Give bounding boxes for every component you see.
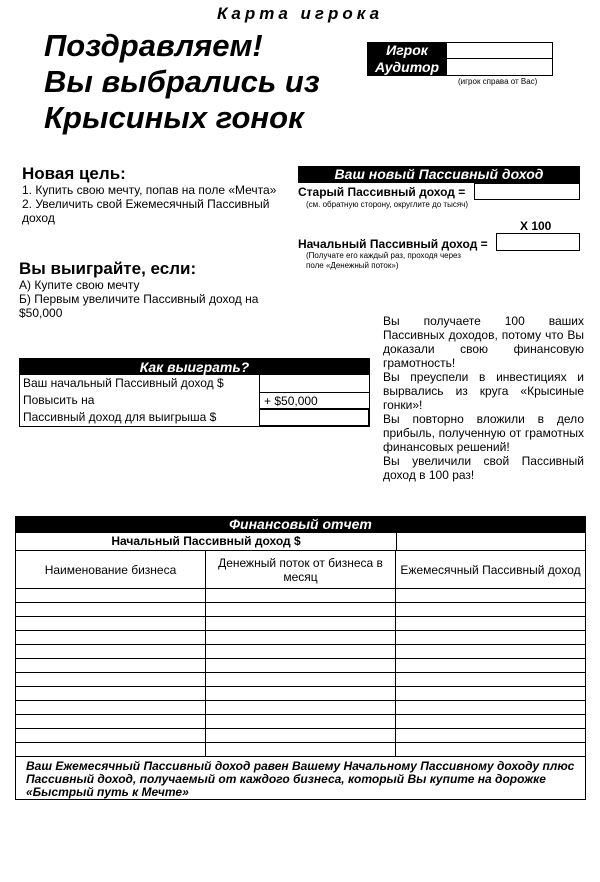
auditor-field[interactable]	[447, 59, 553, 76]
table-cell[interactable]	[396, 589, 585, 602]
table-cell[interactable]	[206, 715, 396, 728]
congrats-paragraph: Вы получаете 100 ваших Пассивных доходов, потому что Вы доказали свою финансовую грамотность!	[383, 314, 584, 370]
table-cell[interactable]	[396, 729, 585, 742]
auditor-label: Аудитор	[367, 59, 447, 76]
table-cell[interactable]	[396, 645, 585, 658]
table-cell[interactable]	[396, 743, 585, 756]
table-cell[interactable]	[206, 589, 396, 602]
col-cashflow: Денежный поток от бизнеса в месяц	[206, 551, 396, 588]
how-row	[20, 409, 369, 426]
table-cell[interactable]	[206, 659, 396, 672]
table-row	[16, 673, 585, 687]
how-row	[20, 375, 369, 392]
congrats-paragraph: Вы повторно вложили в дело прибыль, полученную от грамотных финансовых решений!	[383, 412, 584, 454]
table-row	[16, 659, 585, 673]
table-row	[16, 715, 585, 729]
how-to-win-header: Как выиграть?	[20, 359, 369, 375]
table-row	[16, 617, 585, 631]
initial-income-cell[interactable]	[397, 533, 585, 550]
old-passive-field[interactable]	[474, 183, 580, 200]
how-row-label: Ваш начальный Пассивный доход $	[23, 376, 224, 390]
table-cell[interactable]	[16, 743, 206, 756]
table-row	[16, 603, 585, 617]
table-row	[16, 701, 585, 715]
table-cell[interactable]	[206, 603, 396, 616]
table-cell[interactable]	[16, 617, 206, 630]
table-row	[16, 631, 585, 645]
how-row-label: Пассивный доход для выигрыша $	[23, 410, 217, 424]
initial-passive-note: (Получате его каждый раз, проходя через поле «Денежный поток»)	[306, 251, 461, 270]
table-cell[interactable]	[16, 603, 206, 616]
passive-income-header: Ваш новый Пассивный доход	[298, 166, 580, 183]
table-cell[interactable]	[16, 701, 206, 714]
col-business: Наименование бизнеса	[16, 551, 206, 588]
table-cell[interactable]	[16, 673, 206, 686]
congrats-paragraph: Вы преуспели в инвестициях и вырвались из круга «Крысиные гонки»!	[383, 370, 584, 412]
table-cell[interactable]	[206, 687, 396, 700]
table-body	[16, 589, 585, 757]
win-item: А) Купите свою мечту	[19, 278, 140, 292]
player-note: (игрок справа от Вас)	[458, 77, 538, 86]
table-cell[interactable]	[16, 659, 206, 672]
col-monthly: Ежемесячный Пассивный доход	[400, 562, 581, 577]
increase-value: + $50,000	[259, 392, 369, 409]
win-list	[19, 278, 279, 320]
headline-line-3: Крысиных гонок	[44, 100, 304, 135]
how-row	[20, 392, 369, 409]
win-title: Вы выиграйте, если:	[19, 259, 197, 278]
headline-line-1: Поздравляем!	[44, 28, 263, 63]
initial-income-row	[16, 533, 585, 551]
table-cell[interactable]	[16, 589, 206, 602]
new-goal-list	[22, 183, 297, 225]
how-row-label: Повысить на	[23, 393, 95, 407]
table-cell[interactable]	[206, 743, 396, 756]
table-cell[interactable]	[206, 631, 396, 644]
table-cell[interactable]	[16, 729, 206, 742]
table-cell[interactable]	[396, 673, 585, 686]
table-cell[interactable]	[396, 631, 585, 644]
table-cell[interactable]	[206, 729, 396, 742]
financial-table	[15, 533, 586, 800]
old-passive-label: Старый Пассивный доход =	[298, 185, 466, 199]
player-box	[367, 42, 553, 76]
table-cell[interactable]	[206, 701, 396, 714]
table-cell[interactable]	[396, 687, 585, 700]
table-row	[16, 729, 585, 743]
financial-report	[15, 516, 586, 800]
financial-footer: Ваш Ежемесячный Пассивный доход равен Вашему Начальному Пассивному доходу плюс Пассивный доход, получаемый от каждого бизнеса, который Вы купите на дорожке «Быстрый путь к Мечте»	[26, 759, 575, 799]
initial-income-label: Начальный Пассивный доход $	[16, 533, 397, 550]
table-cell[interactable]	[396, 659, 585, 672]
new-goal-item: 1. Купить свою мечту, попав на поле «Мечта»	[22, 183, 277, 197]
new-goal-item: 2. Увеличить свой Ежемесячный Пассивный доход	[22, 197, 270, 225]
player-label: Игрок	[367, 42, 447, 59]
table-row	[16, 645, 585, 659]
initial-income-field[interactable]	[259, 375, 369, 392]
table-cell[interactable]	[396, 701, 585, 714]
player-field[interactable]	[447, 42, 553, 59]
table-cell[interactable]	[396, 603, 585, 616]
table-cell[interactable]	[206, 617, 396, 630]
initial-passive-field[interactable]	[496, 233, 580, 251]
old-passive-note: (см. обратную сторону, округлите до тысяч)	[306, 200, 469, 209]
table-cell[interactable]	[16, 645, 206, 658]
table-cell[interactable]	[206, 645, 396, 658]
financial-report-header: Финансовый отчет	[15, 516, 586, 533]
table-header	[16, 551, 585, 589]
congrats-text	[383, 314, 584, 482]
how-to-win-box	[19, 358, 370, 427]
table-cell[interactable]	[396, 715, 585, 728]
table-row	[16, 743, 585, 757]
headline	[44, 28, 364, 136]
table-cell[interactable]	[206, 673, 396, 686]
win-item: Б) Первым увеличите Пассивный доход на $50,000	[19, 292, 259, 320]
multiplier-label: X 100	[520, 219, 552, 233]
target-income-field[interactable]	[259, 409, 369, 426]
initial-passive-label: Начальный Пассивный доход =	[298, 237, 488, 251]
table-row	[16, 589, 585, 603]
table-cell[interactable]	[396, 617, 585, 630]
table-cell[interactable]	[16, 715, 206, 728]
congrats-paragraph: Вы увеличили свой Пассивный доход в 100 раз!	[383, 454, 584, 482]
table-cell[interactable]	[16, 687, 206, 700]
table-row	[16, 687, 585, 701]
card-title: Карта игрока	[216, 4, 384, 23]
new-goal-title: Новая цель:	[22, 164, 126, 183]
headline-line-2: Вы выбрались из	[44, 64, 320, 99]
table-cell[interactable]	[16, 631, 206, 644]
